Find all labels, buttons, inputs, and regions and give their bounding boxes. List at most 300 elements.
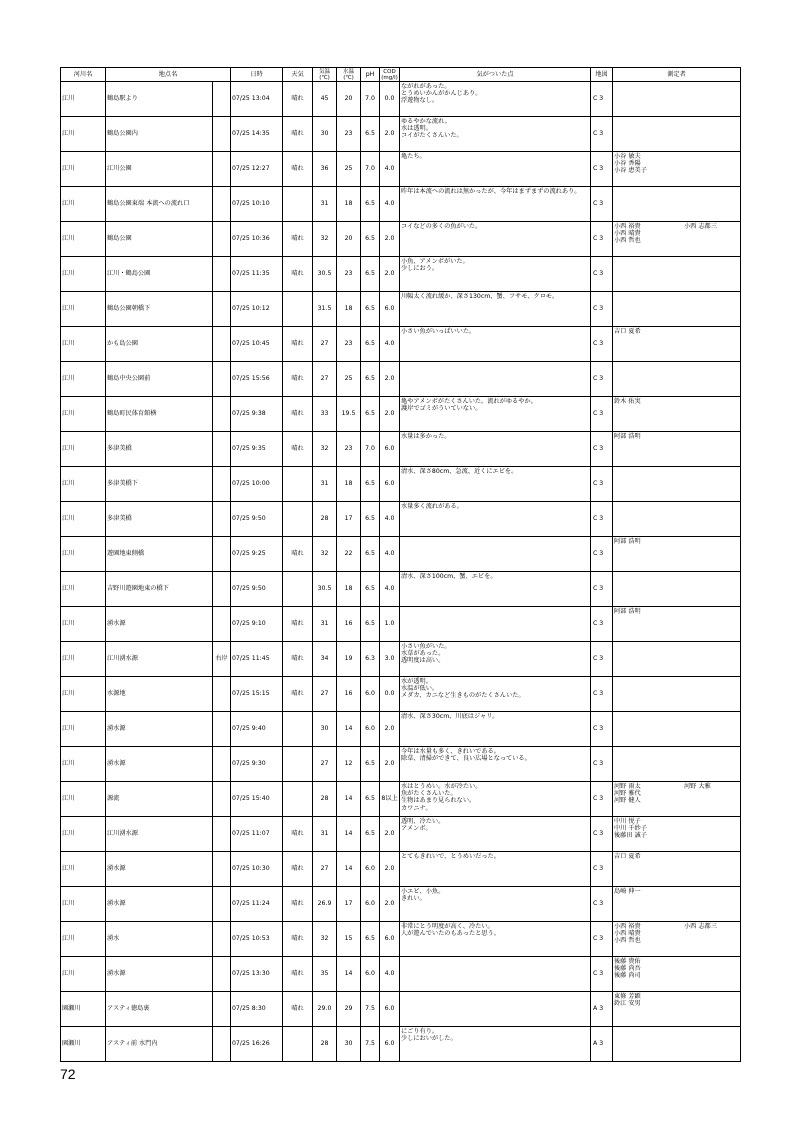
site-cell: 湧水: [106, 922, 213, 957]
weather-cell: 晴れ: [283, 537, 313, 572]
map-cell: C 3: [591, 817, 613, 852]
table-row: [61, 187, 741, 222]
datetime-cell: 07/25 9:40: [231, 712, 283, 747]
bank-side-cell: [213, 292, 231, 327]
river-cell: 江川: [61, 642, 106, 677]
notes-cell: [400, 572, 591, 607]
table-row: [61, 817, 741, 852]
cod-cell: 4.0: [380, 537, 400, 572]
site-cell: 遊園地東側橋: [106, 537, 213, 572]
notes-cell: [400, 222, 591, 257]
river-cell: 園瀬川: [61, 1027, 106, 1062]
site-cell: 江川・鶴島公園: [106, 257, 213, 292]
measurer-cell: [613, 117, 741, 152]
header-water-temp: [337, 68, 361, 82]
datetime-cell: 07/25 12:27: [231, 152, 283, 187]
weather-cell: 晴れ: [283, 992, 313, 1027]
cod-cell: 4.0: [380, 957, 400, 992]
air-temp-cell: 30: [313, 712, 337, 747]
air-temp-cell: 45: [313, 82, 337, 117]
measurer-name: 河野 雅代: [614, 790, 641, 798]
note-line: 清水、深さ100cm、蟹、エビを。: [401, 573, 497, 580]
bank-side-cell: [213, 922, 231, 957]
measurer-cell: [613, 642, 741, 677]
site-cell: 吉野川遊園地東の橋下: [106, 572, 213, 607]
note-line: メダカ、カニなど生きものがたくさんいた。: [401, 692, 525, 700]
water-temp-cell: 20: [337, 82, 361, 117]
river-cell: 江川: [61, 537, 106, 572]
cod-cell: 3.0: [380, 642, 400, 677]
measurer-cell: [613, 572, 741, 607]
note-line: 透明度は高い。: [401, 657, 445, 665]
cod-cell: 6.0: [380, 292, 400, 327]
table-row: [61, 257, 741, 292]
table-row: [61, 327, 741, 362]
datetime-cell: 07/25 10:00: [231, 467, 283, 502]
cod-cell: 4.0: [380, 327, 400, 362]
ph-cell: 6.5: [361, 502, 380, 537]
water-temp-cell: 18: [337, 187, 361, 222]
cod-cell: 2.0: [380, 852, 400, 887]
table-row: [61, 782, 741, 817]
notes-cell: [400, 712, 591, 747]
table-row: [61, 747, 741, 782]
measurer-columns: [614, 538, 739, 545]
map-cell: C 3: [591, 152, 613, 187]
site-cell: 水源地: [106, 677, 213, 712]
water-temp-cell: 19: [337, 642, 361, 677]
table-row: [61, 607, 741, 642]
cod-cell: 2.0: [380, 397, 400, 432]
cod-cell: 2.0: [380, 712, 400, 747]
measurer-cell: [613, 82, 741, 117]
measurer-name: 阿部 浩明: [614, 433, 641, 440]
map-cell: C 3: [591, 187, 613, 222]
water-survey-table: [60, 67, 741, 1062]
table-row: [61, 362, 741, 397]
note-line: 今年は水量も多く、きれいである。: [401, 748, 500, 755]
river-cell: 江川: [61, 292, 106, 327]
note-line: 除草、清掃ができて、良い広場となっている。: [401, 755, 531, 763]
header-air-temp: [313, 68, 337, 82]
note-line: 水量は多かった。: [401, 433, 451, 440]
ph-cell: 6.5: [361, 117, 380, 152]
site-cell: 多津美橋: [106, 432, 213, 467]
river-cell: 江川: [61, 817, 106, 852]
measurer-cell: [613, 712, 741, 747]
site-cell: 源流: [106, 782, 213, 817]
notes-cell: [400, 537, 591, 572]
measurer-cell: [613, 817, 741, 852]
notes-cell: [400, 117, 591, 152]
map-cell: C 3: [591, 502, 613, 537]
note-line: 清水、深さ30cm、川底はジャリ。: [401, 713, 499, 720]
notes-cell: [400, 257, 591, 292]
header-notes: 気がついた点: [400, 68, 591, 82]
water-temp-cell: 22: [337, 537, 361, 572]
measurer-group-main: [614, 608, 684, 615]
water-temp-cell: 18: [337, 572, 361, 607]
river-cell: 江川: [61, 222, 106, 257]
map-cell: C 3: [591, 82, 613, 117]
map-cell: C 3: [591, 397, 613, 432]
note-line: 浮遊物なし。: [401, 97, 439, 105]
cod-cell: 6.0: [380, 1027, 400, 1062]
measurer-columns: [614, 433, 739, 440]
weather-cell: 晴れ: [283, 642, 313, 677]
river-cell: 江川: [61, 467, 106, 502]
table-row: [61, 887, 741, 922]
table-row: [61, 292, 741, 327]
weather-cell: 晴れ: [283, 257, 313, 292]
bank-side-cell: 右岸: [213, 642, 231, 677]
ph-cell: 6.0: [361, 712, 380, 747]
bank-side-cell: [213, 992, 231, 1027]
weather-cell: [283, 572, 313, 607]
note-line: 水が透明。: [401, 678, 432, 685]
site-cell: 湧水源: [106, 887, 213, 922]
weather-cell: 晴れ: [283, 677, 313, 712]
measurer-name: 小谷 香陽: [614, 160, 641, 168]
table-row: [61, 992, 741, 1027]
map-cell: C 3: [591, 432, 613, 467]
ph-cell: 6.5: [361, 397, 380, 432]
river-cell: 江川: [61, 922, 106, 957]
notes-cell: [400, 747, 591, 782]
measurer-name: 鈴江 安男: [614, 1000, 641, 1008]
measurer-cell: [613, 992, 741, 1027]
cod-cell: 4.0: [380, 572, 400, 607]
river-cell: 江川: [61, 782, 106, 817]
measurer-cell: [613, 957, 741, 992]
water-temp-cell: 23: [337, 432, 361, 467]
weather-cell: 晴れ: [283, 432, 313, 467]
table-row: [61, 432, 741, 467]
site-cell: アスティ前 水門内: [106, 1027, 213, 1062]
measurer-name: 中川 悦子: [614, 818, 641, 825]
ph-cell: 7.5: [361, 1027, 380, 1062]
bank-side-cell: [213, 1027, 231, 1062]
measurer-group-main: [614, 853, 684, 860]
bank-side-cell: [213, 327, 231, 362]
datetime-cell: 07/25 10:36: [231, 222, 283, 257]
cod-cell: 6.0: [380, 992, 400, 1027]
measurer-name: 小西 晴貴: [614, 930, 641, 938]
measurer-columns: [614, 608, 739, 615]
bank-side-cell: [213, 257, 231, 292]
measurer-cell: [613, 467, 741, 502]
header-ph: pH: [361, 68, 380, 82]
weather-cell: [283, 292, 313, 327]
measurer-group-main: [614, 993, 684, 1007]
map-cell: A 3: [591, 992, 613, 1027]
datetime-cell: 07/25 9:50: [231, 502, 283, 537]
weather-cell: 晴れ: [283, 362, 313, 397]
ph-cell: 6.5: [361, 922, 380, 957]
weather-cell: 晴れ: [283, 327, 313, 362]
air-temp-cell: 30: [313, 117, 337, 152]
measurer-group-main: [614, 958, 684, 980]
cod-cell: 2.0: [380, 222, 400, 257]
weather-cell: 晴れ: [283, 82, 313, 117]
header-site: 地点名: [106, 68, 231, 82]
header-map: 地図: [591, 68, 613, 82]
measurer-name: 小谷 敏夫: [614, 153, 641, 160]
datetime-cell: 07/25 14:35: [231, 117, 283, 152]
water-temp-cell: 15: [337, 922, 361, 957]
bank-side-cell: [213, 957, 231, 992]
notes-cell: [400, 887, 591, 922]
measurer-columns: [614, 328, 739, 335]
measurer-columns: [614, 993, 739, 1007]
site-cell: 鶴島公園朝橋下: [106, 292, 213, 327]
air-temp-cell: 27: [313, 362, 337, 397]
table-body: [61, 82, 741, 1062]
datetime-cell: 07/25 11:24: [231, 887, 283, 922]
weather-cell: 晴れ: [283, 607, 313, 642]
ph-cell: 6.0: [361, 852, 380, 887]
bank-side-cell: [213, 852, 231, 887]
site-cell: 鶴島中央公園前: [106, 362, 213, 397]
note-line: ながれがあった。: [401, 83, 451, 90]
measurer-columns: [614, 853, 739, 860]
measurer-group-main: [614, 783, 684, 805]
map-cell: C 3: [591, 922, 613, 957]
river-cell: 江川: [61, 257, 106, 292]
header-cod-unit: (mg/l): [381, 74, 398, 81]
datetime-cell: 07/25 9:38: [231, 397, 283, 432]
datetime-cell: 07/25 13:30: [231, 957, 283, 992]
datetime-cell: 07/25 16:26: [231, 1027, 283, 1062]
ph-cell: 6.0: [361, 887, 380, 922]
water-temp-cell: 25: [337, 362, 361, 397]
water-temp-cell: 14: [337, 852, 361, 887]
river-cell: 江川: [61, 607, 106, 642]
table-row: [61, 467, 741, 502]
water-temp-cell: 16: [337, 677, 361, 712]
map-cell: C 3: [591, 747, 613, 782]
river-cell: 江川: [61, 957, 106, 992]
site-cell: 湧水源: [106, 957, 213, 992]
water-temp-cell: 17: [337, 502, 361, 537]
header-water-temp-label: 水温: [342, 68, 354, 75]
map-cell: C 3: [591, 887, 613, 922]
notes-cell: [400, 852, 591, 887]
air-temp-cell: 35: [313, 957, 337, 992]
bank-side-cell: [213, 572, 231, 607]
site-cell: 江川湧水源: [106, 642, 213, 677]
site-cell: 湧水源: [106, 607, 213, 642]
measurer-cell: [613, 782, 741, 817]
water-temp-cell: 30: [337, 1027, 361, 1062]
bank-side-cell: [213, 467, 231, 502]
measurer-cell: [613, 397, 741, 432]
bank-side-cell: [213, 222, 231, 257]
bank-side-cell: [213, 397, 231, 432]
map-cell: C 3: [591, 642, 613, 677]
table-row: [61, 1027, 741, 1062]
notes-cell: [400, 397, 591, 432]
measurer-name: 阿部 浩明: [614, 538, 641, 545]
bank-side-cell: [213, 712, 231, 747]
measurer-cell: [613, 222, 741, 257]
weather-cell: 晴れ: [283, 852, 313, 887]
site-cell: 鶴島駅より: [106, 82, 213, 117]
ph-cell: 6.0: [361, 957, 380, 992]
note-line: 清水、深さ80cm、急流、近くにエビを。: [401, 468, 518, 475]
ph-cell: 6.5: [361, 467, 380, 502]
note-line: 小さい魚がいっぱいいた。: [401, 328, 476, 335]
river-cell: 園瀬川: [61, 992, 106, 1027]
site-cell: 鶴島公園東端 本流への流れ口: [106, 187, 213, 222]
measurer-cell: [613, 152, 741, 187]
ph-cell: 6.5: [361, 257, 380, 292]
measurer-cell: [613, 1027, 741, 1062]
map-cell: C 3: [591, 222, 613, 257]
river-cell: 江川: [61, 82, 106, 117]
map-cell: C 3: [591, 292, 613, 327]
air-temp-cell: 31.5: [313, 292, 337, 327]
air-temp-cell: 28: [313, 1027, 337, 1062]
weather-cell: 晴れ: [283, 817, 313, 852]
measurer-group-main: [614, 433, 684, 440]
weather-cell: [283, 747, 313, 782]
water-temp-cell: 14: [337, 712, 361, 747]
note-line: アメンボ。: [401, 825, 432, 833]
bank-side-cell: [213, 82, 231, 117]
note-line: 非常にとう明度が高く、冷たい。: [401, 923, 494, 930]
measurer-cell: [613, 257, 741, 292]
measurer-name: 後藤田 誠子: [614, 832, 647, 840]
air-temp-cell: 31: [313, 187, 337, 222]
air-temp-cell: 31: [313, 467, 337, 502]
river-cell: 江川: [61, 152, 106, 187]
datetime-cell: 07/25 10:30: [231, 852, 283, 887]
air-temp-cell: 27: [313, 327, 337, 362]
cod-cell: 6.0: [380, 922, 400, 957]
water-temp-cell: 20: [337, 222, 361, 257]
cod-cell: 1.0: [380, 607, 400, 642]
measurer-name: 阿部 浩明: [614, 608, 641, 615]
water-temp-cell: 23: [337, 257, 361, 292]
notes-cell: [400, 607, 591, 642]
water-temp-cell: 14: [337, 782, 361, 817]
page-number: 72: [60, 1066, 76, 1082]
measurer-cell: [613, 852, 741, 887]
site-cell: 湧水源: [106, 852, 213, 887]
map-cell: C 3: [591, 572, 613, 607]
notes-cell: [400, 432, 591, 467]
note-line: カワニナ。: [401, 804, 432, 812]
table-row: [61, 852, 741, 887]
cod-cell: 2.0: [380, 257, 400, 292]
measurer-cell: [613, 607, 741, 642]
river-cell: 江川: [61, 397, 106, 432]
site-cell: かも島公園: [106, 327, 213, 362]
river-cell: 江川: [61, 187, 106, 222]
ph-cell: 6.5: [361, 747, 380, 782]
measurer-columns: [614, 888, 739, 895]
notes-cell: [400, 82, 591, 117]
datetime-cell: 07/25 9:30: [231, 747, 283, 782]
water-temp-cell: 12: [337, 747, 361, 782]
measurer-cell: [613, 537, 741, 572]
map-cell: C 3: [591, 362, 613, 397]
notes-cell: [400, 642, 591, 677]
cod-cell: 2.0: [380, 747, 400, 782]
notes-cell: [400, 957, 591, 992]
notes-cell: [400, 677, 591, 712]
weather-cell: [283, 1027, 313, 1062]
measurer-group-main: [614, 223, 684, 245]
table-row: [61, 222, 741, 257]
measurer-cell: [613, 292, 741, 327]
notes-cell: [400, 362, 591, 397]
river-cell: 江川: [61, 432, 106, 467]
measurer-name: 島崎 伸一: [614, 888, 641, 895]
measurer-cell: [613, 747, 741, 782]
measurer-group-main: [614, 818, 684, 840]
measurer-name: 河野 大雅: [684, 783, 711, 790]
measurer-name: 後藤 尚司: [614, 972, 641, 980]
note-line: ゆるやかな流れ。: [401, 118, 451, 125]
measurer-cell: [613, 327, 741, 362]
water-temp-cell: 19.5: [337, 397, 361, 432]
notes-cell: [400, 152, 591, 187]
notes-cell: [400, 327, 591, 362]
measurer-name: 後藤 尚吾: [614, 965, 641, 973]
datetime-cell: 07/25 10:45: [231, 327, 283, 362]
air-temp-cell: 34: [313, 642, 337, 677]
cod-cell: 4.0: [380, 187, 400, 222]
water-temp-cell: 18: [337, 292, 361, 327]
map-cell: C 3: [591, 467, 613, 502]
site-cell: 鶴島公園: [106, 222, 213, 257]
measurer-group-extra: [684, 223, 717, 245]
datetime-cell: 07/25 9:35: [231, 432, 283, 467]
measurer-columns: [614, 153, 739, 175]
bank-side-cell: [213, 677, 231, 712]
air-temp-cell: 31: [313, 817, 337, 852]
cod-cell: 6.0: [380, 467, 400, 502]
measurer-columns: [614, 818, 739, 840]
note-line: とうめいかんがかんじあり。: [401, 90, 482, 98]
air-temp-cell: 31: [313, 607, 337, 642]
note-line: 小さい魚がいた。: [401, 643, 451, 650]
ph-cell: 7.5: [361, 992, 380, 1027]
datetime-cell: 07/25 10:10: [231, 187, 283, 222]
datetime-cell: 07/25 10:12: [231, 292, 283, 327]
air-temp-cell: 29.0: [313, 992, 337, 1027]
header-cod-label: COD: [383, 68, 396, 75]
datetime-cell: 07/25 9:10: [231, 607, 283, 642]
river-cell: 江川: [61, 502, 106, 537]
cod-cell: 2.0: [380, 362, 400, 397]
air-temp-cell: 27: [313, 677, 337, 712]
table-row: [61, 397, 741, 432]
river-cell: 江川: [61, 852, 106, 887]
datetime-cell: 07/25 11:35: [231, 257, 283, 292]
measurer-name: 小西 志都三: [684, 223, 717, 230]
map-cell: C 3: [591, 712, 613, 747]
water-temp-cell: 23: [337, 327, 361, 362]
ph-cell: 6.0: [361, 677, 380, 712]
notes-cell: [400, 922, 591, 957]
site-cell: 江川公園: [106, 152, 213, 187]
weather-cell: [283, 782, 313, 817]
air-temp-cell: 28: [313, 502, 337, 537]
bank-side-cell: [213, 817, 231, 852]
